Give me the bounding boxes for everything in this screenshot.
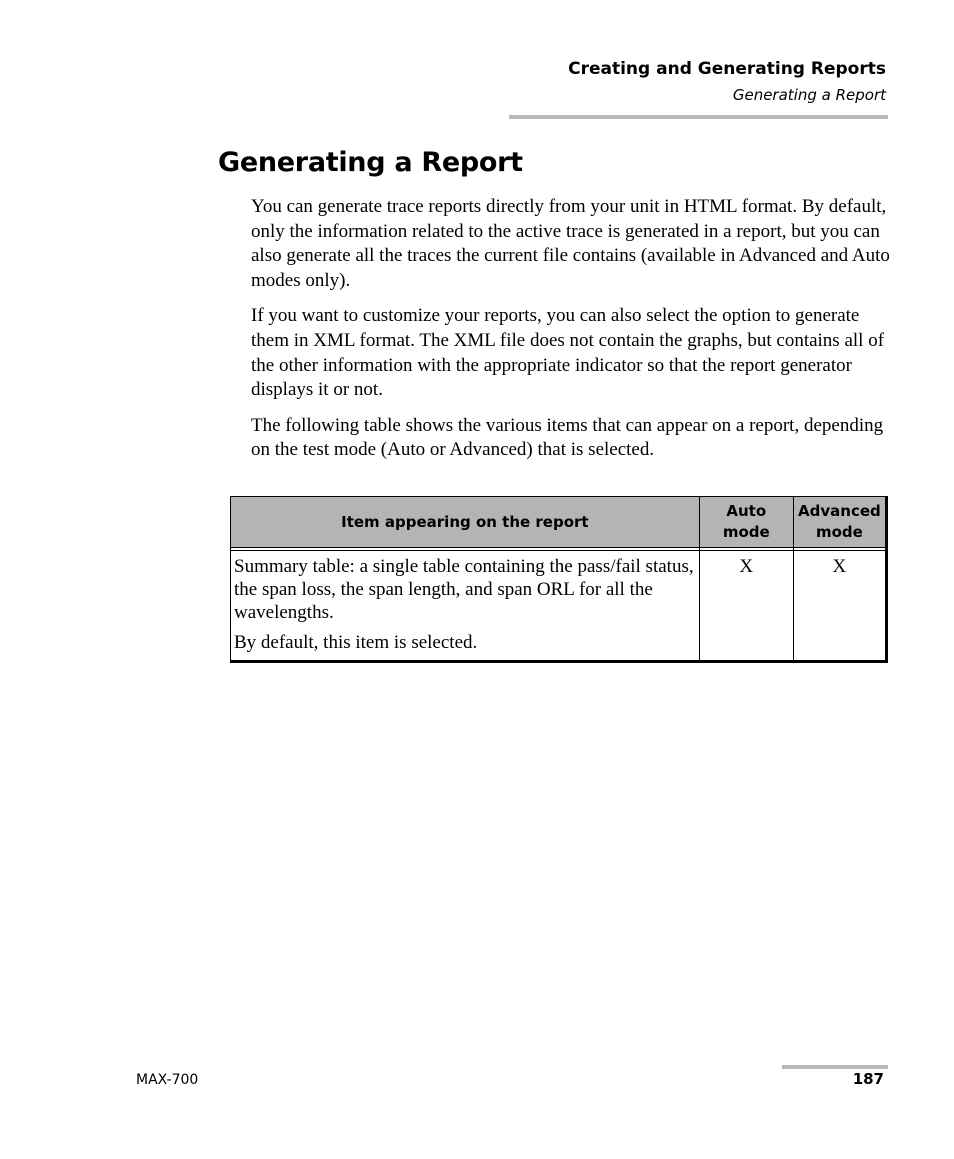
advanced-mode-cell: X: [793, 551, 886, 662]
paragraph: If you want to customize your reports, you can also select the option to generate them in XML format. The XML file does not contain the graphs, but contains all of the other information with the appropriate indicator so that the report generator displays it or not.: [251, 305, 885, 401]
section-title: Generating a Report: [732, 86, 886, 104]
header-rule: [509, 115, 888, 119]
running-head: [568, 57, 886, 106]
paragraph: You can generate trace reports directly from your unit in HTML format. By default, only the information related to the active trace is generated in a report, but you can also generate all the traces the current file contains (available in Advanced and Auto modes only).: [251, 196, 890, 291]
product-name: MAX-700: [136, 1072, 199, 1088]
page-number: 187: [852, 1070, 884, 1088]
item-description: Summary table: a single table containing the pass/fail status, the span loss, the span length, and span ORL for all the wavelengths.: [234, 556, 694, 623]
item-cell: [231, 551, 700, 662]
table-header-row: [231, 497, 887, 548]
auto-mode-cell: X: [699, 551, 793, 662]
item-note: By default, this item is selected.: [234, 632, 478, 653]
body-text: [251, 195, 891, 474]
header-item: Item appearing on the report: [231, 497, 700, 548]
table-row: [231, 551, 887, 662]
header-advanced-mode: Advanced mode: [793, 497, 886, 548]
chapter-title: Creating and Generating Reports: [568, 59, 886, 79]
header-auto-mode: Auto mode: [699, 497, 793, 548]
page-heading: Generating a Report: [218, 147, 523, 178]
report-items-table: [230, 496, 888, 663]
paragraph: The following table shows the various items that can appear on a report, depending on the test mode (Auto or Advanced) that is selected.: [251, 414, 884, 461]
